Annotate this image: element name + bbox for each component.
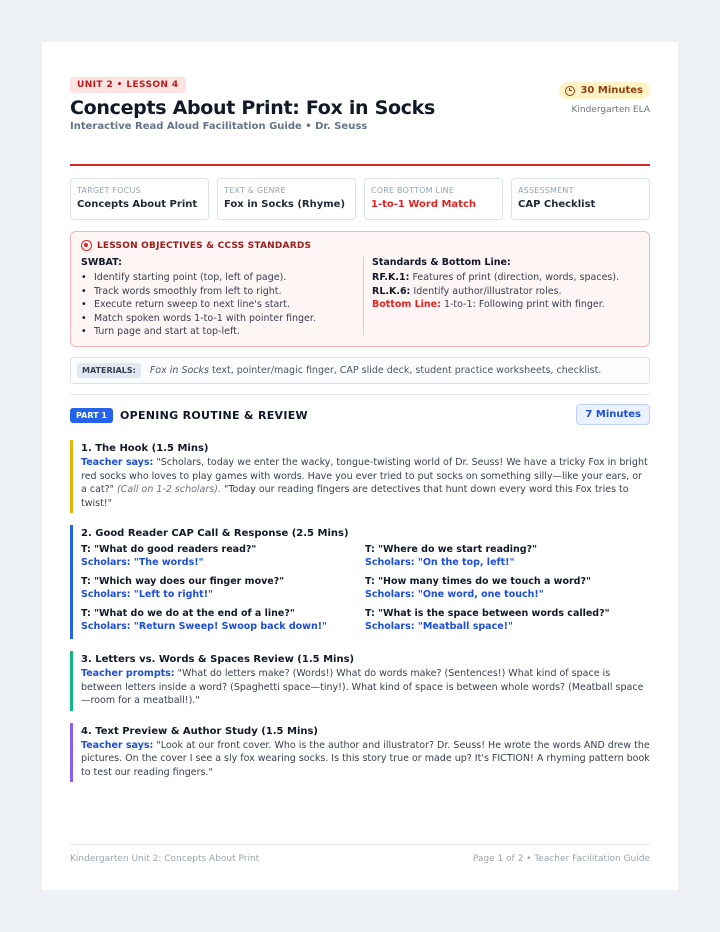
list-item: • Execute return sweep to next line's start. bbox=[81, 298, 355, 312]
page-footer bbox=[70, 844, 650, 864]
focus-card-value: 1-to-1 Word Match bbox=[371, 199, 476, 210]
standards-label: Standards & Bottom Line: bbox=[372, 257, 511, 268]
scholar-answer: Scholars: "Left to right!" bbox=[81, 589, 214, 600]
part-minutes-badge: 7 Minutes bbox=[576, 404, 650, 425]
part-badge: PART 1 bbox=[70, 408, 113, 423]
section-title: 1. The Hook (1.5 Mins) bbox=[81, 443, 209, 454]
teacher-lead: Teacher says: bbox=[81, 739, 154, 751]
call-response-item bbox=[81, 607, 365, 636]
page-title: Concepts About Print: Fox in Socks bbox=[70, 97, 436, 119]
standard-text: Features of print (direction, words, spaces). bbox=[412, 272, 620, 283]
standard-text: Identify author/illustrator roles. bbox=[413, 285, 562, 297]
section-title: 3. Letters vs. Words & Spaces Review (1.5 Mins) bbox=[81, 654, 355, 665]
section-title: 4. Text Preview & Author Study (1.5 Mins) bbox=[81, 725, 319, 737]
focus-card-value: Fox in Socks (Rhyme) bbox=[224, 199, 346, 210]
section-letters-words bbox=[70, 651, 650, 711]
scholar-answer: Scholars: "Meatball space!" bbox=[365, 621, 513, 632]
materials-book-title: Fox in Socks bbox=[149, 365, 209, 376]
focus-card-value: CAP Checklist bbox=[518, 199, 596, 210]
teacher-lead: Teacher says: bbox=[81, 457, 154, 468]
target-icon bbox=[81, 240, 92, 251]
standard-code: RF.K.1: bbox=[372, 272, 410, 283]
section-body bbox=[81, 667, 650, 711]
teacher-question: T: "How many times do we touch a word?" bbox=[365, 576, 591, 587]
call-response-item bbox=[365, 543, 650, 572]
section-body bbox=[81, 739, 650, 783]
bottom-line-code: Bottom Line: bbox=[372, 299, 441, 310]
list-item: • Identify starting point (top, left of page). bbox=[81, 271, 355, 285]
list-item: • Turn page and start at top-left. bbox=[81, 325, 355, 339]
focus-grid bbox=[70, 178, 650, 220]
scholar-answer: Scholars: "One word, one touch!" bbox=[365, 589, 544, 600]
footer-left: Kindergarten Unit 2: Concepts About Print bbox=[70, 854, 260, 864]
standards-column bbox=[364, 257, 619, 335]
objectives-heading bbox=[81, 240, 639, 251]
focus-card-target bbox=[70, 178, 209, 220]
section-body bbox=[81, 456, 650, 513]
call-response-item bbox=[365, 607, 650, 636]
scholar-answer: Scholars: "Return Sweep! Swoop back down!" bbox=[81, 621, 327, 632]
unit-badge: UNIT 2 • LESSON 4 bbox=[70, 77, 186, 93]
materials-bar bbox=[70, 357, 650, 384]
part-title: OPENING ROUTINE & REVIEW bbox=[119, 408, 308, 422]
focus-card-genre bbox=[217, 178, 356, 220]
time-badge bbox=[559, 82, 650, 99]
page-subtitle: Interactive Read Aloud Facilitation Guide • Dr. Seuss bbox=[70, 121, 368, 132]
time-badge-label: 30 Minutes bbox=[580, 85, 643, 96]
focus-card-label: CORE BOTTOM LINE bbox=[371, 186, 455, 195]
swbat-column bbox=[81, 257, 364, 335]
focus-card-label: ASSESSMENT bbox=[518, 186, 574, 195]
standard-item bbox=[372, 285, 619, 299]
focus-card-bottom-line bbox=[364, 178, 503, 220]
list-item: • Track words smoothly from left to right. bbox=[81, 285, 355, 299]
scholar-answer: Scholars: "On the top, left!" bbox=[365, 557, 515, 568]
lesson-page bbox=[42, 42, 678, 890]
swbat-label: SWBAT: bbox=[81, 257, 122, 268]
section-hook bbox=[70, 440, 650, 513]
scholar-answer: Scholars: "The words!" bbox=[81, 557, 204, 568]
teacher-question: T: "Which way does our finger move?" bbox=[81, 576, 285, 587]
focus-card-label: TARGET FOCUS bbox=[77, 186, 141, 195]
part-header bbox=[70, 404, 650, 426]
teacher-question: T: "What is the space between words called?" bbox=[365, 608, 610, 619]
standard-item bbox=[372, 298, 619, 312]
materials-text bbox=[150, 365, 602, 376]
section-title: 2. Good Reader CAP Call & Response (2.5 Mins) bbox=[81, 528, 349, 539]
footer-right: Page 1 of 2 • Teacher Facilitation Guide bbox=[472, 854, 650, 864]
call-response-item bbox=[365, 575, 650, 604]
objectives-heading-label: LESSON OBJECTIVES & CCSS STANDARDS bbox=[97, 240, 312, 251]
focus-card-label: TEXT & GENRE bbox=[224, 186, 286, 195]
section-aside: (Call on 1-2 scholars). bbox=[117, 484, 221, 495]
section-text: "Scholars, today we enter the wacky, tongue-twisting world of Dr. Seuss! We have a tricky Fox in bright red socks who loves to play games with words. Have you ever tried to put socks on something silly—like your ears, or a cat?" bbox=[81, 457, 648, 495]
section-text: "Today our reading fingers are detectives that hunt down every word this Fox tries to twist!" bbox=[81, 484, 629, 509]
section-text: "Look at our front cover. Who is the author and illustrator? Dr. Seuss! He wrote the words AND drew the pictures. On the cover I see a sly fox wearing socks. Is this story true or made up? It's FICTION! A rhyming pattern book to test our reading fingers." bbox=[81, 739, 650, 778]
teacher-lead: Teacher prompts: bbox=[81, 668, 175, 679]
materials-list: text, pointer/magic finger, CAP slide deck, student practice worksheets, checklist. bbox=[208, 365, 602, 376]
call-response-item bbox=[81, 543, 365, 572]
standard-item bbox=[372, 271, 619, 285]
swbat-list bbox=[81, 271, 355, 339]
call-response-item bbox=[81, 575, 365, 604]
standard-code: RL.K.6: bbox=[372, 285, 411, 297]
materials-tag: MATERIALS: bbox=[77, 363, 141, 378]
teacher-question: T: "Where do we start reading?" bbox=[365, 544, 538, 555]
list-item: • Match spoken words 1-to-1 with pointer finger. bbox=[81, 312, 355, 326]
section-text: "What do letters make? (Words!) What do words make? (Sentences!) What kind of space is between letters inside a word? (Spaghetti space—tiny!). What kind of space is between whole words? (Meatball space—room for a meatball!)." bbox=[81, 668, 644, 706]
clock-icon bbox=[565, 86, 575, 96]
teacher-question: T: "What do we do at the end of a line?" bbox=[81, 608, 295, 619]
focus-card-assessment bbox=[511, 178, 650, 220]
page-header bbox=[70, 72, 650, 166]
section-divider bbox=[70, 394, 650, 395]
section-text-preview bbox=[70, 723, 650, 783]
objectives-columns bbox=[81, 257, 639, 335]
teacher-question: T: "What do good readers read?" bbox=[81, 544, 257, 555]
call-response-grid bbox=[81, 543, 650, 639]
standard-text: 1-to-1: Following print with finger. bbox=[443, 299, 605, 310]
focus-card-value: Concepts About Print bbox=[77, 199, 198, 210]
grade-label: Kindergarten ELA bbox=[571, 105, 650, 115]
section-cap-call-response bbox=[70, 525, 650, 639]
objectives-panel bbox=[70, 231, 650, 347]
